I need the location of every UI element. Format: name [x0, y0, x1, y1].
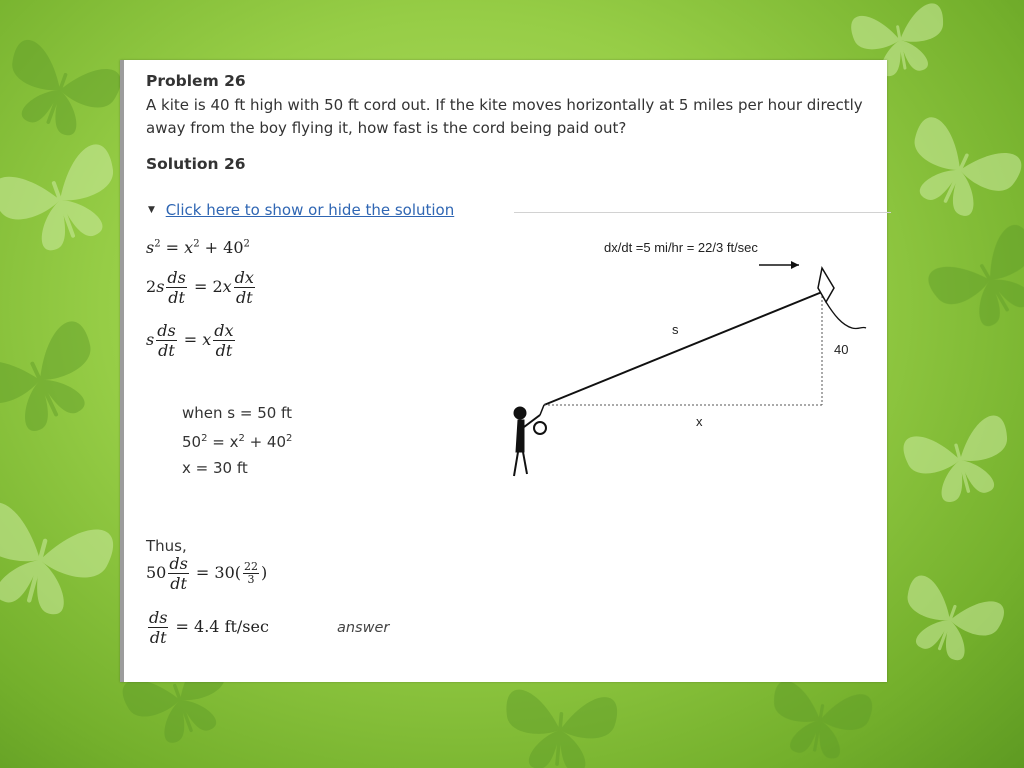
- hypotenuse-label: s: [672, 322, 679, 337]
- caret-down-icon: ▼: [148, 205, 155, 215]
- rate-label: dx/dt =5 mi/hr = 22/3 ft/sec: [604, 240, 758, 255]
- kite-cord: [544, 292, 822, 405]
- given-equation: $50^2 = x^2 + 40^2$: [182, 433, 293, 451]
- given-s: when s = 50 ft: [182, 404, 292, 422]
- problem-title: Problem 26: [146, 72, 246, 90]
- given-x: x = 30 ft: [182, 459, 248, 477]
- arrow-head-icon: [791, 261, 799, 269]
- content-panel: [120, 60, 887, 682]
- show-hide-solution-link[interactable]: Click here to show or hide the solution: [165, 201, 455, 219]
- base-label: x: [696, 414, 703, 429]
- equation-substituted: 50 $\frac{ds}{dt}$ = 30( $\frac{22}{3}$ ): [146, 554, 268, 593]
- solution-toggle[interactable]: [148, 201, 454, 219]
- given-values: [182, 400, 292, 481]
- height-label: 40: [834, 342, 849, 357]
- solution-title: Solution 26: [146, 155, 246, 173]
- answer-label: answer: [336, 620, 390, 636]
- equation-simplified: s $\frac{ds}{dt}$ = x $\frac{dx}{dt}$: [146, 321, 234, 360]
- equation-pythagoras: $s^2 = x^2 + 40^2$: [146, 238, 250, 257]
- thus-label: Thus,: [146, 537, 187, 555]
- divider: [514, 212, 891, 213]
- problem-statement: A kite is 40 ft high with 50 ft cord out. If the kite moves horizontally at 5 miles per hour directly away from the boy flying it, how fast is the cord being paid out?: [146, 96, 863, 137]
- equation-differentiated: 2s $\frac{ds}{dt}$ = 2x $\frac{dx}{dt}$: [146, 268, 254, 307]
- boy-figure-icon: [514, 405, 546, 476]
- kite-diagram: [504, 230, 884, 490]
- equation-answer: $\frac{ds}{dt}$ = 4.4 ft/sec answer: [149, 608, 390, 647]
- kite-icon: [818, 268, 866, 329]
